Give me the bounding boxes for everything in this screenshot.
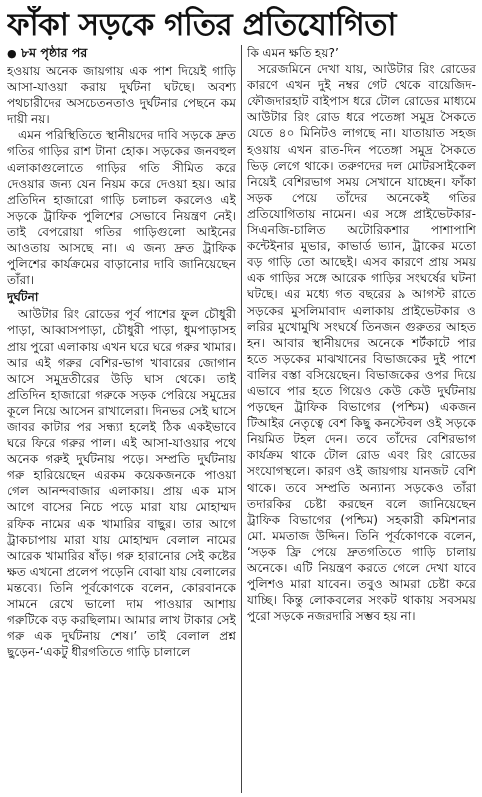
article-body xyxy=(7,45,476,793)
column-left xyxy=(7,45,236,793)
right-paragraph-2: সরেজমিনে দেখা যায়, আউটার রিং রোডের কারণে এখন দুই নম্বর গেট থেকে বায়েজিদ-ফৌজদারহাট বাইপাস ধরে টোল রোডের মাধ্যমে আউটার রিং রোড ধরে পতেঙ্গা সমুদ্র সৈকতে যেতে ৪০ মিনিটও লাগছে না। যাতায়াত সহজ হওয়ায় এখন রাত-দিন পতেঙ্গা সমুদ্র সৈকতে ভিড় লেগে থাকে। তরুণদের দল মোটরসাইকেল নিয়েই বেশিরভাগ সময় সেখানে যাচ্ছেন। ফাঁকা সড়ক পেয়ে তাঁদের অনেকেই গতির প্রতিযোগিতায় নামেন। এর সঙ্গে প্রাইভেটকার-সিএনজি-চালিত অটোরিকশার পাশাপাশি কন্টেইনার মুভার, কাভার্ড ভ্যান, ট্রাকের মতো বড় গাড়ি তো আছেই। এসব কারণে প্রায় সময় এক গাড়ির সঙ্গে আরেক গাড়ির সংঘর্ষের ঘটনা ঘটছে। এর মধ্যে গত বছরের ৯ আগস্ট রাতে সড়কের মুসলিমাবাদ এলাকায় প্রাইভেটকার ও লরির মুখোমুখি সংঘর্ষে তিনজন গুরুতর আহত হন। আবার স্থানীয়দের অনেকে শর্টকাটে পার হতে সড়কের মাঝখানের বিভাজকের দুই পাশে বালির বস্তা বসিয়েছেন। বিভাজকের ওপর দিয়ে এভাবে পার হতে গিয়েও কেউ কেউ দুর্ঘটনায় পড়ছেন ট্রাফিক বিভাগের (পশ্চিম) একজন টিআইর নেতৃত্বে বেশ কিছু কনস্টেবল ওই সড়কে নিয়মিত টহল দেন। তবে তাঁদের বেশিরভাগ কার্যক্রম থাকে টোল রোড এবং রিং রোডের সংযোগস্থলে। কারণ ওই জায়গায় যানজট বেশি থাকে। তবে সম্প্রতি অন্যান্য সড়কেও তাঁরা তদারকির চেষ্টা করছেন বলে জানিয়েছেন ট্রাফিক বিভাগের (পশ্চিম) সহকারী কমিশনার মো. মমতাজ উদ্দিন। তিনি পূর্বকোণকে বলেন, ‘সড়ক ফ্রি পেয়ে দ্রুতগতিতে গাড়ি চালায় অনেকে। এটি নিয়ন্ত্রণ করতে গেলে দেখা যাবে পুলিশও মারা যাবেন। তবুও আমরা চেষ্টা করে যাচ্ছি। কিন্তু লোকবলের সংকট থাকায় সবসময় পুরো সড়কে নজরদারি সম্ভব হয় না। xyxy=(246,62,476,624)
continued-from-label: ৮ম পৃষ্ঠার পর xyxy=(20,45,88,60)
continued-from xyxy=(7,45,236,62)
subheading-accident: দুর্ঘটনা xyxy=(7,290,39,305)
left-paragraph-2: এমন পরিস্থিতিতে স্থানীয়দের দাবি সড়কে দ্রুত গতির গাড়ির রাশ টানা হোক। সড়কের জনবহুল এলাকাগুলোতে গাড়ির গতি সীমিত করে দেওয়ার জন্য যেন নিয়ম করে দেওয়া হয়। আর প্রতিদিন হাজারো গাড়ি চলাচল করলেও এই সড়কে ট্রাফিক পুলিশের সেভাবে নিয়ন্ত্রণ নেই। তাই বেপরোয়া গতির গাড়িগুলো আইনের আওতায় আসছে না। এ জন্য দ্রুত ট্রাফিক পুলিশের কার্যক্রমের বাড়ানোর দাবি জানিয়েছেন তাঁরা। xyxy=(7,128,237,288)
headline: ফাঁকা সড়কে গতির প্রতিযোগিতা xyxy=(7,7,396,43)
bullet-icon: ● xyxy=(7,47,17,60)
column-divider xyxy=(241,45,242,793)
left-paragraph-1: হওয়ায় অনেক জায়গায় এক পাশ দিয়েই গাড়ি আসা-যাওয়া করায় দুর্ঘটনা ঘটছে। অবশ্য পথচারীদের অসচেতনতাও দুর্ঘটনার পেছনে কম দায়ী নয়। xyxy=(7,64,237,127)
left-paragraph-3: আউটার রিং রোডের পূর্ব পাশের ফুল চৌধুরী পাড়া, আব্বাসপাড়া, চৌধুরী পাড়া, ধুমপাড়াসহ প্রায় পুরো এলাকায় এখন ঘরে ঘরে গরুর খামার। আর এই গরুর বেশির-ভাগ খাবারের জোগান আসে সমুদ্রতীরের উড়ি ঘাস থেকে। তাই প্রতিদিন হাজারো গরুকে সড়ক পেরিয়ে সমুদ্রের কূলে নিয়ে আসেন রাখালেরা। দিনভর সেই ঘাসে জাবর কাটার পর সন্ধ্যা হলেই ঠিক একইভাবে ঘরে ফিরে গরুর পাল। এই আসা-যাওয়ার পথে অনেক গরুই দুর্ঘটনায় পড়ে। সম্প্রতি দুর্ঘটনায় গরু হারিয়েছেন এরকম কয়েকজনকে পাওয়া গেল আনন্দবাজার এলাকায়। প্রায় এক মাস আগে বাসের নিচে পড়ে মারা যায় মোহাম্মদ রফিক নামের এক খামারির বাছুর। তার আগে ট্রাকচাপায় মারা যায় মোহাম্মদ বেলাল নামের আরেক খামারির ষাঁড়। গরু হারানোর সেই কষ্টের ক্ষত এখনো প্রলেপ পড়েনি বোঝা যায় বেলালের মন্তব্যে। তিনি পূর্বকোণকে বলেন, কোরবানকে সামনে রেখে ভালো দাম পাওয়ার আশায় গরুটিকে বড় করছিলাম। আমার লাখ টাকার সেই গরু এক দুর্ঘটনায় শেষ।’ তাই বেলাল প্রশ্ন ছুড়েন-‘একটু ধীরগতিতে গাড়ি চালালে xyxy=(7,307,237,660)
right-paragraph-1: কি এমন ক্ষতি হয়?’ xyxy=(246,46,339,60)
column-right xyxy=(247,45,476,793)
